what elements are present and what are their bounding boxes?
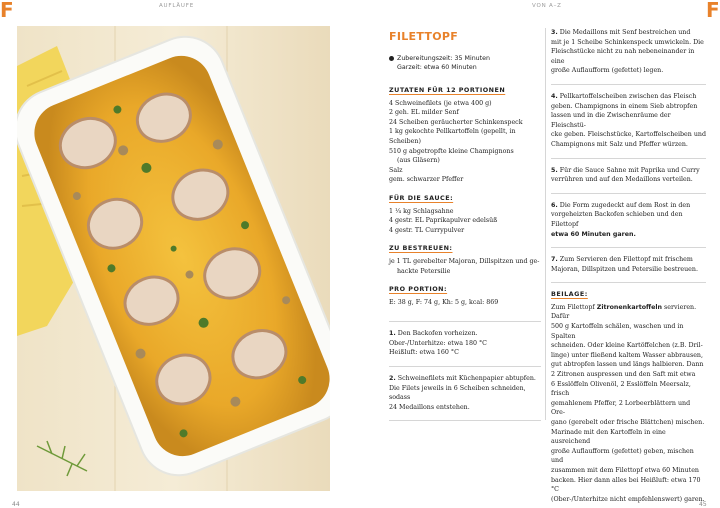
ingredient-item: 2 geh. EL milder Senf (389, 109, 459, 117)
ingredient-item: (aus Gläsern) (397, 157, 440, 165)
section-label-left: AUFLÄUFE (159, 3, 194, 9)
index-letter-left: F (0, 0, 14, 22)
divider (389, 366, 541, 367)
recipe-column-right (551, 28, 706, 504)
sauce-list (389, 207, 541, 236)
casserole-illustration (17, 26, 330, 491)
ingredients-list (389, 99, 541, 185)
step-3: 3. Die Medaillons mit Senf bestreichen und mit je 1 Scheibe Schinkenspeck umwickeln. Die Fleischstücke nicht zu nah nebeneinander in eine große Auflaufform (gefettet) legen. (551, 29, 704, 75)
cook-time: Garzeit: etwa 60 Minuten (397, 63, 477, 71)
portion-values: E: 38 g, F: 74 g, Kh: 5 g, kcal: 869 (389, 298, 499, 306)
step-5: 5. Für die Sauce Sahne mit Paprika und Curry verrühren und auf den Medaillons verteilen. (551, 166, 700, 184)
page-number-right: 45 (699, 501, 707, 508)
column-divider (545, 28, 546, 420)
portion-heading: PRO PORTION: (389, 285, 448, 294)
divider (389, 321, 541, 322)
recipe-title: FILETTOPF (389, 30, 459, 43)
divider (551, 247, 706, 248)
divider (551, 282, 706, 283)
divider (389, 420, 541, 421)
sauce-item: 4 gestr. EL Paprikapulver edelsüß (389, 217, 498, 225)
prep-time: Zubereitungszeit: 35 Minuten (397, 54, 491, 62)
recipe-column-left (389, 28, 541, 428)
sauce-heading: FÜR DIE SAUCE: (389, 193, 454, 202)
sauce-item: 4 gestr. TL Currypulver (389, 226, 465, 234)
step-2: 2. Schweinefilets mit Küchenpapier abtupfen. Die Filets jeweils in 6 Scheiben schneiden, sodass 24 Medaillons entstehen. (389, 375, 536, 411)
sprinkle-text-cont: hackte Petersilie (397, 267, 451, 275)
section-label-right: VON A–Z (532, 3, 562, 9)
divider (551, 158, 706, 159)
sprinkle-heading: ZU BESTREUEN: (389, 244, 453, 253)
ingredient-item: 24 Scheiben geräucherter Schinkenspeck (389, 118, 523, 126)
ingredient-item: 510 g abgetropfte kleine Champignons (389, 147, 514, 155)
side-dish-text: 500 g Kartoffeln schälen, waschen und in Spalten schneiden. Oder kleine Kartöffelchen (z.B. Dril- linge) unter fließend kaltem Wasser abbrausen, gut abtropfen lassen und längs halbieren. Dann 2 Zitronen auspressen und den Saft mit etwa 6 Esslöffeln Olivenöl, 2 Esslöffeln Meersalz, frisch gemahlenem Pfeffer, 2 Lorbeerblättern und Ore- gano (gerebelt oder frische Blättchen) mischen. Marinade mit den Kartoffeln in eine ausreichend große Auflaufform (gefettet) geben, mischen und zusammen mit dem Filettopf etwa 60 Minuten backen. Hier dann alles bei Heißluft: etwa 170 °C (Ober-/Unterhitze nicht empfehlenswert) garen. (551, 323, 705, 503)
index-letter-right: F (706, 0, 720, 22)
step-7: 7. Zum Servieren den Filettopf mit frischem Majoran, Dillspitzen und Petersilie bestreuen. (551, 256, 698, 273)
page-number-left: 44 (12, 501, 20, 508)
time-info (389, 54, 541, 72)
step-4: 4. Pellkartoffelscheiben zwischen das Fleisch geben. Champignons in einem Sieb abtropfen lassen und in die Zwischenräume der Fleischstü- cke geben. Fleischstücke, Kartoffelscheiben und Champignons mit Salz und Pfeffer würzen. (551, 92, 706, 148)
side-dish-intro: Zum Filettopf Zitronenkartoffeln servieren. Dafür (551, 303, 697, 321)
ingredient-item: 4 Schweinefilets (je etwa 400 g) (389, 99, 492, 107)
divider (551, 193, 706, 194)
ingredient-item: 1 kg gekochte Pellkartoffeln (gepellt, in Scheiben) (389, 128, 516, 145)
side-dish-heading: BEILAGE: (551, 290, 588, 299)
step-6: 6. Die Form zugedeckt auf dem Rost in den vorgeheizten Backofen schieben und den Filettopf etwa 60 Minuten garen. (551, 201, 691, 238)
ingredients-heading: ZUTATEN FÜR 12 PORTIONEN (389, 86, 506, 94)
sprinkle-text: je 1 TL gerebelter Majoran, Dillspitzen und ge- (389, 257, 540, 265)
sauce-item: 1 ¼ kg Schlagsahne (389, 207, 454, 215)
casserole-photo (17, 26, 330, 491)
step-1: 1. Den Backofen vorheizen. Ober-/Unterhitze: etwa 180 °C Heißluft: etwa 160 °C (389, 330, 487, 357)
ingredient-item: Salz (389, 166, 403, 174)
divider (551, 84, 706, 85)
clock-icon (389, 56, 394, 61)
ingredient-item: gem. schwarzer Pfeffer (389, 176, 464, 184)
